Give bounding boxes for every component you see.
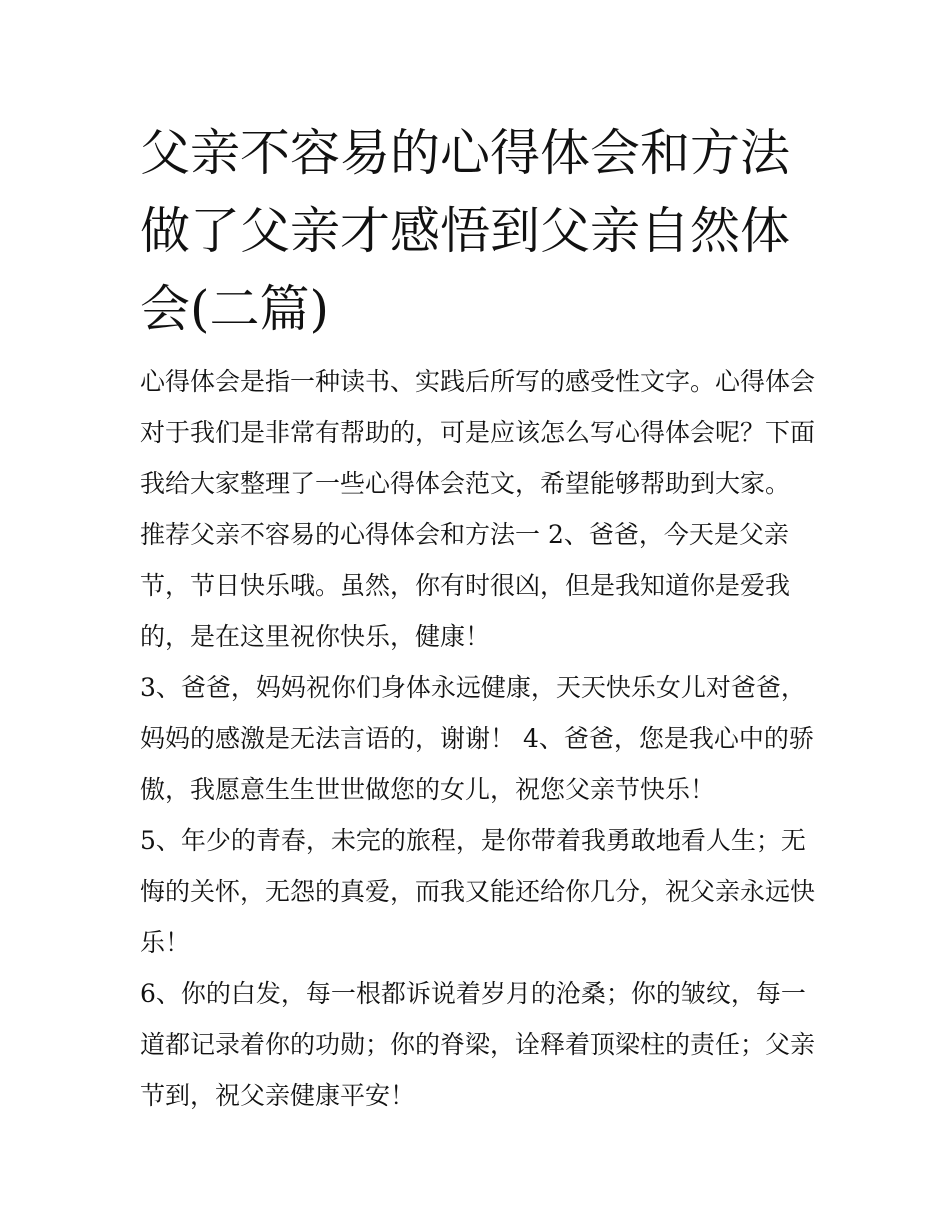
text-line: 5、年少的青春，未完的旅程，是你带着我勇敢地看人生；无	[140, 826, 806, 855]
text-line: 心得体会是指一种读书、实践后所写的感受性文字。心得体会	[140, 367, 816, 396]
text-line: 妈妈的感激是无法言语的，谢谢！ 4、爸爸，您是我心中的骄	[140, 724, 814, 753]
paragraph-item-6	[140, 968, 820, 1121]
text-line: 3、爸爸，妈妈祝你们身体永远健康，天天快乐女儿对爸爸，	[140, 673, 806, 702]
text-line: 的，是在这里祝你快乐，健康！	[140, 622, 491, 651]
paragraph-item-3-4	[140, 662, 820, 815]
title-line: 做了父亲才感悟到父亲自然体	[140, 202, 790, 260]
text-line: 对于我们是非常有帮助的，可是应该怎么写心得体会呢？下面	[140, 418, 816, 447]
title-line: 父亲不容易的心得体会和方法	[140, 124, 790, 182]
text-line: 推荐父亲不容易的心得体会和方法一 2、爸爸，今天是父亲	[140, 520, 789, 549]
text-line: 悔的关怀，无怨的真爱，而我又能还给你几分，祝父亲永远快	[140, 877, 816, 906]
document-body	[140, 356, 820, 1121]
document-title	[140, 114, 800, 348]
paragraph-item-5	[140, 815, 820, 968]
text-line: 节，节日快乐哦。虽然，你有时很凶，但是我知道你是爱我	[140, 571, 791, 600]
paragraph-intro	[140, 356, 820, 509]
text-line: 道都记录着你的功勋；你的脊梁，诠释着顶梁柱的责任；父亲	[140, 1030, 816, 1059]
text-line: 傲，我愿意生生世世做您的女儿，祝您父亲节快乐！	[140, 775, 716, 804]
text-line: 6、你的白发，每一根都诉说着岁月的沧桑；你的皱纹，每一	[140, 979, 806, 1008]
title-line: 会(二篇)	[140, 280, 330, 338]
text-line: 乐！	[140, 928, 191, 957]
text-line: 我给大家整理了一些心得体会范文，希望能够帮助到大家。	[140, 469, 791, 498]
text-line: 节到，祝父亲健康平安！	[140, 1081, 416, 1110]
paragraph-item-2	[140, 509, 820, 662]
